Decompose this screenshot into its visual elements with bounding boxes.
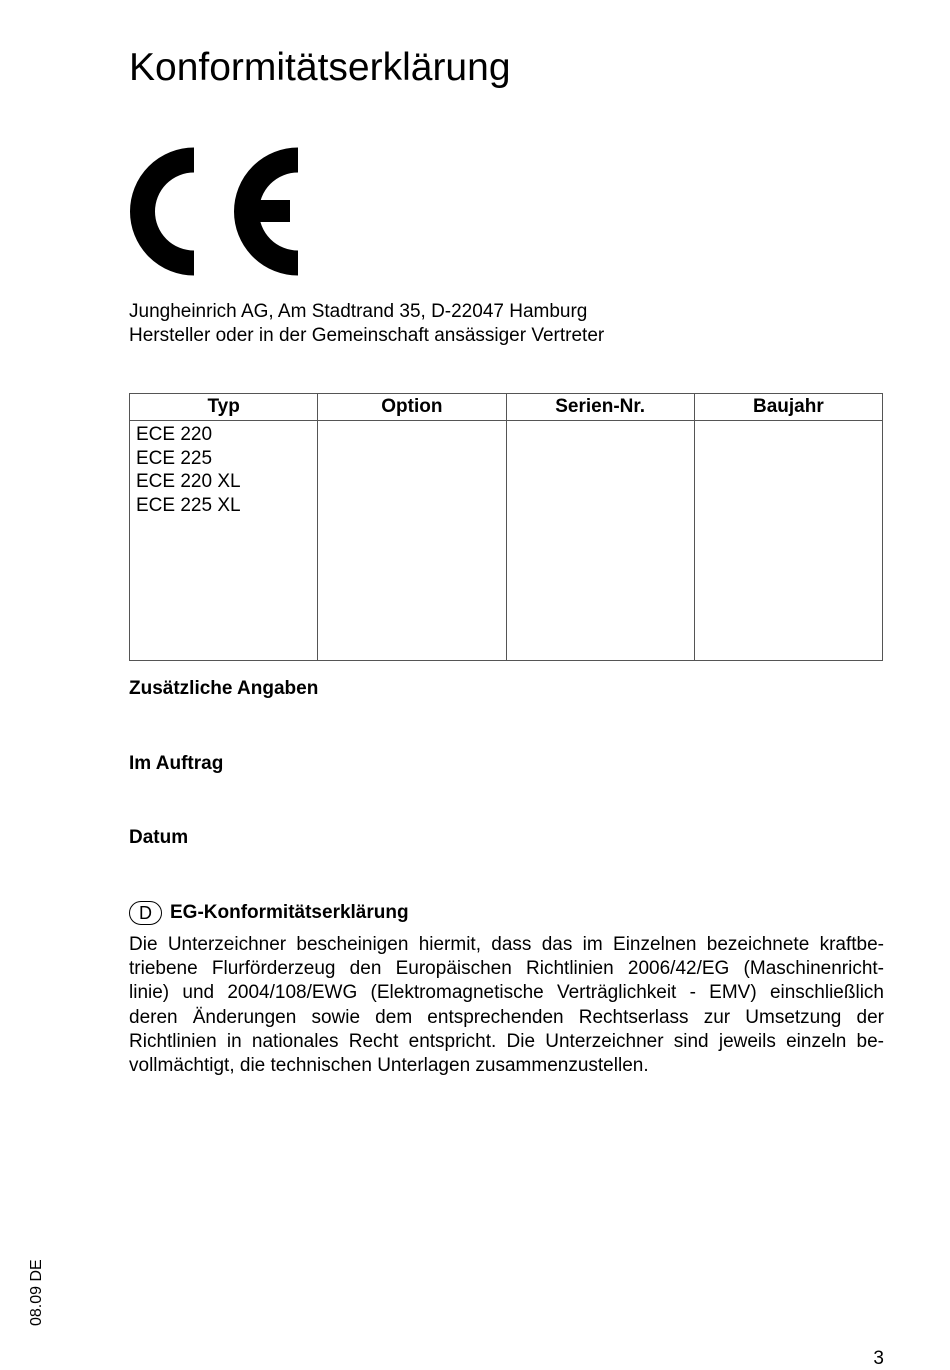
additional-info-label: Zusätzliche Angaben bbox=[129, 678, 319, 699]
type-item: ECE 220 XL bbox=[136, 471, 241, 492]
page-title: Konformitätserklärung bbox=[129, 46, 511, 89]
type-item: ECE 225 XL bbox=[136, 494, 241, 516]
declaration-text bbox=[129, 933, 884, 1078]
text-line: Richtlinien in nationales Recht entspricht. Die Unterzeichner sind jeweils einzeln be- bbox=[129, 1030, 884, 1052]
type-cell bbox=[130, 421, 318, 661]
section-title: EG-Konformitätserklärung bbox=[170, 902, 409, 923]
serial-cell bbox=[506, 421, 694, 661]
section-heading bbox=[129, 900, 409, 926]
language-badge: D bbox=[129, 901, 162, 925]
text-line: linie) und 2004/108/EWG (Elektromagnetische Verträglichkeit - EMV) einschließlich bbox=[129, 982, 884, 1004]
manufacturer-note: Hersteller oder in der Gemeinschaft ansässiger Vertreter bbox=[129, 325, 605, 346]
header-serial: Serien-Nr. bbox=[506, 394, 694, 421]
manufacturer-address: Jungheinrich AG, Am Stadtrand 35, D-22047 Hamburg bbox=[129, 301, 588, 322]
header-option: Option bbox=[318, 394, 506, 421]
page-number: 3 bbox=[873, 1348, 884, 1369]
table-header-row bbox=[130, 394, 883, 421]
header-year: Baujahr bbox=[694, 394, 882, 421]
table-row bbox=[130, 421, 883, 661]
header-typ: Typ bbox=[130, 394, 318, 421]
date-label: Datum bbox=[129, 827, 189, 848]
ce-mark-icon bbox=[130, 146, 304, 277]
text-line: vollmächtigt, die technischen Unterlagen zusammenzustellen. bbox=[129, 1055, 649, 1077]
on-behalf-label: Im Auftrag bbox=[129, 753, 224, 774]
year-cell bbox=[694, 421, 882, 661]
text-line: triebene Flurförderzeug den Europäischen Richtlinien 2006/42/EG (Maschinenricht- bbox=[129, 958, 884, 980]
document-code: 08.09 DE bbox=[28, 1259, 45, 1326]
type-table bbox=[129, 393, 883, 661]
option-cell bbox=[318, 421, 506, 661]
text-line: deren Änderungen sowie dem entsprechenden Rechtserlass zur Umsetzung der bbox=[129, 1006, 884, 1028]
text-line: Die Unterzeichner bescheinigen hiermit, dass das im Einzelnen bezeichnete kraftbe- bbox=[129, 934, 884, 955]
type-item: ECE 220 bbox=[136, 424, 213, 445]
type-item: ECE 225 bbox=[136, 447, 213, 469]
